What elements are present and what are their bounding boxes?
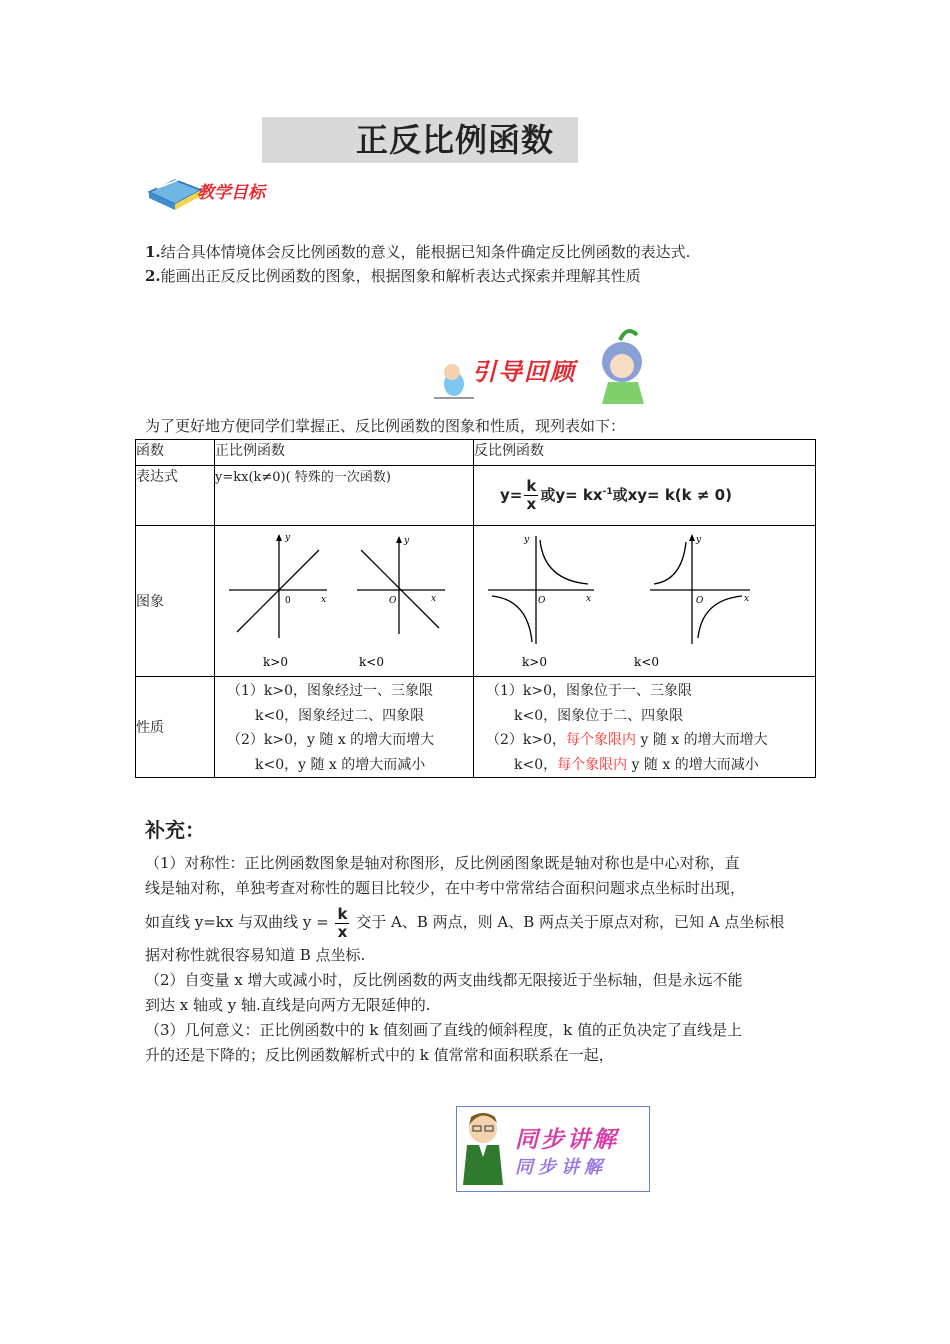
paragraph-line: 到达 x 轴或 y 轴.直线是向两方无限延伸的.	[145, 996, 431, 1014]
x-axis-label: x	[744, 594, 750, 604]
inverse-proportion-graphs	[474, 526, 815, 676]
comparison-table	[135, 439, 816, 778]
inverse-graphs	[474, 526, 816, 677]
row-label: 图象	[136, 526, 215, 677]
paragraph-line: 据对称性就很容易知道 B 点坐标.	[145, 946, 366, 964]
graph-caption: k>0	[522, 655, 547, 669]
row-label: 表达式	[136, 466, 215, 526]
paragraph-line: （1）对称性：正比例函数图象是轴对称图形，反比例函图象既是轴对称也是中心对称，直	[145, 854, 740, 872]
teacher-figure-icon	[459, 1107, 519, 1189]
review-banner	[432, 320, 667, 404]
x-axis-label: x	[321, 595, 327, 605]
property-line: k<0，图象经过二、四象限	[255, 707, 425, 724]
objective-1: 1.结合具体情境体会反比例函数的意义，能根据已知条件确定反比例函数的表达式.	[145, 243, 691, 261]
paragraph-line: 升的还是下降的；反比例函数解析式中的 k 值常常和面积联系在一起，	[145, 1046, 614, 1064]
property-line: （1）k>0，图象经过一、三象限	[227, 683, 434, 699]
inverse-graph-k-negative	[650, 534, 750, 644]
origin-label: 0	[285, 596, 291, 606]
origin-label: O	[696, 596, 704, 606]
property-line: k<0，y 随 x 的增大而减小	[255, 756, 426, 773]
review-banner-label: 引导回顾	[472, 358, 576, 386]
sync-banner	[456, 1106, 650, 1192]
paragraph-line: 线是轴对称，单独考查对称性的题目比较少，在中考中常常结合面积问题求点坐标时出现，	[145, 879, 746, 897]
row-label: 性质	[136, 677, 215, 778]
inverse-graph-k-positive	[488, 535, 594, 644]
y-axis-label: y	[285, 533, 291, 543]
origin-label: O	[538, 596, 546, 606]
sync-banner-label: 同步讲解	[515, 1127, 619, 1153]
property-row	[136, 677, 816, 778]
direct-graph-k-negative	[357, 536, 445, 634]
y-axis-label: y	[524, 535, 530, 545]
property-line: k<0，每个象限内 y 随 x 的增大而减小	[514, 756, 759, 773]
supplement-body	[145, 851, 815, 1068]
x-axis-label: x	[586, 594, 592, 604]
inverse-properties	[474, 677, 816, 778]
objective-2: 2.能画出正反反比例函数的图象，根据图象和解析表达式探索并理解其性质	[145, 267, 641, 285]
paragraph-line: 如直线 y=kx 与双曲线 y = $\frac{k}{x}$ 交于 A、B 两点，则 A、B 两点关于原点对称，已知 A 点坐标根	[145, 904, 785, 941]
highlight-text: 每个象限内	[557, 756, 628, 773]
property-line: （1）k>0，图象位于一、三象限	[486, 683, 693, 699]
x-axis-label: x	[431, 594, 437, 604]
objectives-banner	[145, 172, 295, 214]
k-over-x-fraction: $\frac{k}{x}$	[526, 477, 537, 513]
expression-row	[136, 466, 816, 526]
paragraph-line: （3）几何意义：正比例函数中的 k 值刻画了直线的倾斜程度，k 值的正负决定了直线是上	[145, 1021, 743, 1039]
property-line: k<0，图象位于二、四象限	[514, 707, 684, 724]
inverse-expression: y= $\frac{k}{x}$ 或$y= kx^{-1}$或xy= k(k ≠ 0)	[474, 466, 816, 526]
graph-row	[136, 526, 816, 677]
highlight-text: 每个象限内	[566, 732, 637, 748]
intro-text: 为了更好地方便同学们掌握正、反比例函数的图象和性质，现列表如下：	[145, 417, 626, 435]
books-icon	[145, 172, 205, 212]
sync-banner-label-shadow: 同步讲解	[515, 1157, 607, 1178]
paragraph-line: （2）自变量 x 增大或减小时，反比例函数的两支曲线都无限接近于坐标轴，但是永远不能	[145, 971, 743, 989]
property-line: （2）k>0，每个象限内 y 随 x 的增大而增大	[486, 732, 768, 748]
table-header-row	[136, 440, 816, 466]
header-cell: 函数	[136, 440, 215, 466]
supplement-heading: 补充：	[145, 818, 205, 842]
direct-expression: y=kx(k≠0)( 特殊的一次函数)	[215, 466, 474, 526]
k-over-x-fraction: $\frac{k}{x}$	[337, 904, 348, 941]
graph-caption: k<0	[359, 655, 384, 669]
graph-caption: k>0	[263, 655, 288, 669]
y-axis-label: y	[404, 536, 410, 546]
direct-graph-k-positive	[229, 533, 327, 638]
property-line: （2）k>0，y 随 x 的增大而增大	[227, 732, 435, 748]
page-title: 正反比例函数	[355, 121, 554, 159]
header-cell: 反比例函数	[474, 440, 816, 466]
header-cell: 正比例函数	[215, 440, 474, 466]
direct-properties	[215, 677, 474, 778]
direct-proportion-graphs	[215, 526, 473, 676]
y-axis-label: y	[696, 535, 702, 545]
objectives-banner-label: 教学目标	[197, 183, 265, 203]
graph-caption: k<0	[634, 655, 659, 669]
origin-label: O	[389, 596, 397, 606]
direct-graphs	[215, 526, 474, 677]
